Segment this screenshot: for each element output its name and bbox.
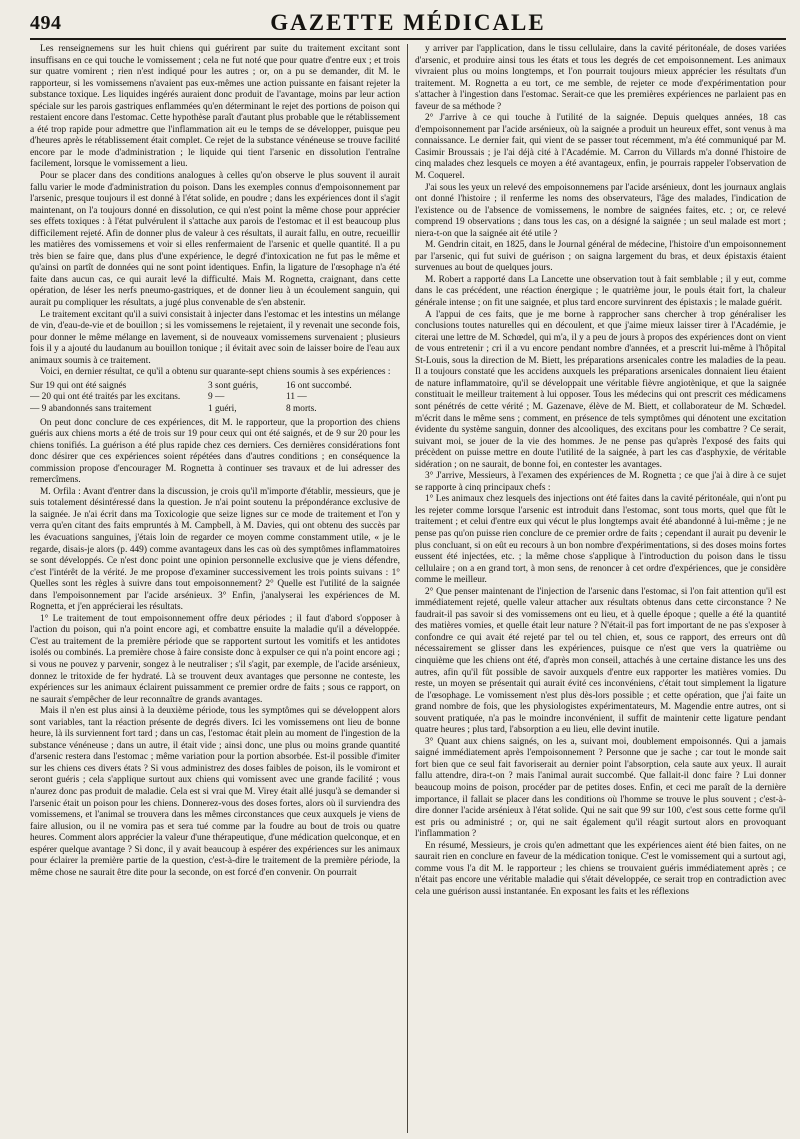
paragraph: M. Orfila : Avant d'entrer dans la discussion, je crois qu'il m'importe d'établir, messieurs, que je suis totalement désintéressé dans la question. Je n'ai point soutenu la prépondérance exclusive de la saignée. Je n'ai écrit dans ma Toxicologie que seize lignes sur ce mode de traitement et l'on y verra qu'en citant des faits empruntés à M. Campbell, à M. Davies, qui ont obtenu des succès par les évacuations sanguines, j'étais loin de regarder ce moyen comme constamment utile, « je le regarde, disais-je alors (p. 449) comme avantageux dans les cas où des symptômes inflammatoires se sont développés. Ce n'est donc point une opinion personnelle exclusive que je viens défendre, c'est l'intérêt de la vérité. Je me propose d'examiner successivement les trois points suivans : 1° Quelles sont les règles à suivre dans tout empoisonnement? 2° Quelle est l'utilité de la saignée dans l'empoisonnement par l'acide arsénieux. 3° Enfin, j'analyserai les expériences de M. Rognetta, et j'en apprécierai les résultats. [30,486,400,613]
paragraph: Les renseignemens sur les huit chiens qui guérirent par suite du traitement excitant sont insuffisans en ce qui touche le vomissement ; cela ne fut noté que pour quatre d'entre eux ; et trois sur quatre vomirent ; rien n'est indiqué pour les autres ; or, on a pu se demander, dit M. le rapporteur, si les vomissemens n'avaient pas eux-mêmes une action puissante en faisant rejeter la substance toxique. Les liquides ingérés auraient donc produit de l'avantage, moins par leur action spéciale sur les parois gastriques enflammées qu'en déterminant le rejet des portions de poison qui restaient encore dans l'estomac. Cette hypothèse paraît d'autant plus probable que le rétablissement a été trop rapide pour admettre que l'inflammation ait eu le temps de se développer, puisque peu d'heures après le rétablissement était complet. Ce rejet de la substance vénéneuse se trouve facilité encore par le mode d'administration ; le liquide qui tient l'arsenic en dissolution l'entraîne facilement, lorsque le vomissement a lieu. [30,44,400,170]
results-group: — 9 abandonnés sans traitement [30,403,152,414]
results-cured: 9 — [208,392,225,403]
page-header [30,0,786,40]
left-column [30,44,408,1133]
paragraph: Voici, en dernier résultat, ce qu'il a obtenu sur quarante-sept chiens soumis à ses expériences : [40,367,391,378]
paragraph: M. Gendrin citait, en 1825, dans le Journal général de médecine, l'histoire d'un empoisonnement par l'arsenic, qui fut suivi de guérison ; on saigna largement du bras, et deux épistaxis étaient survenues au bout de quelques jours. [415,240,786,274]
paragraph: Pour se placer dans des conditions analogues à celles qu'on observe le plus souvent il aurait fallu varier le mode d'administration du poison. Dans les exemples connus d'empoisonnement par l'arsenic, presque toujours il est donné à l'état solide, en poudre ; dans les expériences dont il s'agit maintenant, on l'a toujours donné en dissolution, ce qui n'est point la même chose pour apprécier ses effets toxiques : à l'état pulvérulent il s'attache aux parois de l'estomac et il est beaucoup plus difficilement rejeté. Afin de donner plus de valeur à ces résultats, il aurait fallu, en outre, recueillir les matières des vomissemens et voir si elles renfermaient de l'arsenic et quelle quantité. Il a pu très bien se faire que, dans plus d'une expérience, le degré d'intoxication ne fut pas le même et qu'ainsi on partît de données qui ne sont point identiques. Enfin, la ligature de l'œsophage n'a été faite dans aucun cas, ce qui aurait levé la difficulté. Mais M. Rognetta, craignant, dans cette opération, de léser les nerfs pneumo-gastriques, et de donner lieu à un écoulement sanguin, qui aurait pu compliquer les résultats, a jugé plus convenable de s'en abstenir. [30,171,400,309]
paragraph: A l'appui de ces faits, que je me borne à rapprocher sans chercher à trop généraliser les conclusions toutes naturelles qui en découlent, et que j'aime mieux laisser tirer à l'Académie, je citerai une lettre de M. Schœdel, qui m'a, il y a peu de jours à propos des expériences dont on vient de vous entretenir ; cri il a vu encore pendant nombre d'années, et a prescrit lui-même à l'hôpital St-Louis, sous la direction de M. Biett, les préparations arsenicales contre les maladies de la peau. Il a toujours constaté que les accidens auxquels les préparations arsenicales donnaient lieu étaient de nature inflammatoire, qu'il se développait une véritable fièvre angiotènique, et que la saignée constituait le meilleur traitement à lui opposer. Tous les médecins qui ont prescrit ces médicamens sont pénétrés de cette vérité ; M. Gazenave, élève de M. Biett, et collaborateur de M. Schœdel. m'écrit dans le même sens ; comment, en présence de tels symptômes qui dénotent une excitation évidente du système sanguin, donner des alcooliques, des excitans pour les combattre ? Ce serait, suivant moi, se jouer de la vie des hommes. Je ne pense pas qu'après l'exposé des faits qui précèdent on puisse mettre en doute l'utilité de la saignée, à part les cas d'asphyxie, de véritable sidération ; on ne saurait, de bonne foi, en contester les avantages. [415,309,786,470]
journal-title: GAZETTE MÉDICALE [270,10,546,35]
results-row [30,392,400,404]
paragraph: 2° J'arrive à ce qui touche à l'utilité de la saignée. Depuis quelques années, 18 cas d'empoisonnement par l'acide arsénieux, où la saignée a produit un heureux effet, sont venus à ma connaissance. Le dernier fait, qui vient de se passer tout récemment, m'a été communiqué par M. Casimir Broussais ; je l'ai déjà cité à l'Académie. M. Carron du Villards m'a donné l'histoire de cinq malades chez lesquels ce moyen a été avantageux, enfin, je pourrais rappeler l'observation de M. Coquerel. [415,113,786,182]
results-dead: 16 ont succombé. [286,380,352,391]
paragraph: 1° Les animaux chez lesquels des injections ont été faites dans la cavité péritonéale, qui n'ont pu les rejeter comme lorsque l'arsenic est introduit dans l'estomac, sont tous morts, quel que fût le traitement ; et celui d'entre eux qui vécut le plus longtemps avait été abandonné à lui-même ; je ne pense pas qu'on puisse rien conclure de ce premier ordre de faits ; cependant il aurait pu devenir le plus concluant, si on eût eu recours à un bon nombre d'expérimentations, si des doses moins fortes eussent été injectées, etc. ; la même chose s'applique à l'introduction du poison dans le tissu cellulaire ; on a en grand tort, à mon sens, de renoncer à cet ordre d'expériences, que je considère comme le meilleur. [415,494,786,586]
paragraph: 3° J'arrive, Messieurs, à l'examen des expériences de M. Rognetta ; ce que j'ai à dire à ce sujet se rapporte à cinq principaux chefs : [415,471,786,493]
results-group: — 20 qui ont été traités par les excitans. [30,392,181,403]
paragraph: J'ai sous les yeux un relevé des empoisonnemens par l'acide arsénieux, dont les journaux anglais ont donné l'histoire ; il renferme les noms des observateurs, l'âge des malades, l'indication de l'existence ou de l'absence de vomissemens, le nombre de saignées faites, etc. ; or, ce relevé comprend 19 observations ; dans tous les cas, on a désigné la saignée ; un seul malade est mort ; niera-t-on que la saignée ait été utile ? [415,182,786,239]
paragraph: Le traitement excitant qu'il a suivi consistait à injecter dans l'estomac et les intestins un mélange de vin, d'eau-de-vie et de bouillon ; si les vomissemens le rejetaient, il y revenait une seconde fois, pour donner le même mélange en lavement, si de nouveaux vomissemens survenaient ; plusieurs fois il y a ajouté du laudanum au bouillon tonique ; il évitait avec soin de laisser boire de l'eau aux animaux soumis à ce traitement. [30,309,400,366]
paragraph: y arriver par l'application, dans le tissu cellulaire, dans la cavité péritonéale, de doses variées d'arsenic, et produire ainsi tous les états et tous les degrés de cet empoisonnement. Les animaux vivraient plus ou moins longtemps, et l'on pourrait toujours mieux apprécier les résultats d'un traitement. M. Rognetta a eu tort, ce me semble, de rejeter ce mode d'expérimentation pour s'attacher à l'ingestion dans l'estomac. Serait-ce que les premières expériences ne parlaient pas en faveur de sa méthode ? [415,44,786,112]
results-dead: 11 — [286,392,307,403]
paragraph: M. Robert a rapporté dans La Lancette une observation tout à fait semblable ; il y eut, comme dans le cas précédent, une réaction énergique ; le quatrième jour, le pouls était fort, la chaleur générale intense ; on fit une saignée, et plus tard encore survinrent des épistaxis ; le malade guérit. [415,274,786,309]
results-row [30,404,400,416]
paragraph: 2° Que penser maintenant de l'injection de l'arsenic dans l'estomac, si l'on fait attention qu'il est immédiatement rejeté, quelle valeur attacher aux résultats obtenus dans cette circonstance ? Ne faudrait-il pas savoir si des vomissemens ont eu lieu, et à quelle époque ; quelle a été la quantité des matières vomies, et quelle était leur nature ? N'était-il pas fort important de ne pas s'exposer à confondre ce qui avait été rejeté par tel ou tel chien, et, sous ce rapport, des erreurs ont dû nécessairement se glisser dans les expériences, puisque ce n'est que vers la quatrième ou cinquième que les chiens ont été, d'après mon conseil, attachés à une certaine distance les uns des autres, afin qu'il fût possible de savoir auxquels d'entre eux rapporter les matières vomies. Du reste, un moyen se présentait qui aurait évité ces inconvéniens, c'était tout simplement la ligature de l'œsophage. Le vomissement n'est plus dès-lors possible ; et cette opération, que j'ai faite un grand nombre de fois, que les physiologistes expérimentateurs, M. Magendie entre autres, ont si souvent pratiquée, n'a pas le moindre inconvénient, il suffit de maintenir cette ligature pendant quatre heures ; plus tard, l'absorption a eu lieu, elle devint inutile. [415,586,786,736]
results-cured: 1 guéri, [208,403,237,414]
paragraph: 1° Le traitement de tout empoisonnement offre deux périodes ; il faut d'abord s'opposer à l'action du poison, qui n'a point encore agi, et combattre ensuite la maladie qu'il a développée. C'est au traitement de la première période que se rapportent surtout les vomitifs et les antidotes isolés ou combinés. La première chose à faire consiste donc à expulser ce qui n'a point encore agi ; si vous ne pouvez y parvenir, songez à le neutraliser ; s'il s'agit, par exemple, de l'acide arsénieux, donnez le tritoxide de fer hydraté. Là se trouvent deux avantages que personne ne conteste, les expériences sur les animaux éclairent puissamment ce premier ordre de faits ; sous ce rapport, on ne saurait s'empêcher de leur reconnaître de grands avantages. [30,613,400,705]
results-row [30,381,400,393]
text-columns [30,44,786,1133]
results-dead: 8 morts. [286,403,317,414]
results-group: Sur 19 qui ont été saignés [30,380,127,391]
paragraph: 3° Quant aux chiens saignés, on les a, suivant moi, doublement empoisonnés. Qui a jamais saigné immédiatement après l'empoisonnement ? Personne que je sache ; car tout le monde sait fort bien que ce seul fait favoriserait au dernier point l'absorption, cela saute aux yeux. Il aurait fallu attendre, dira-t-on ? mais l'animal aurait succombé. Que fallait-il donc faire ? Lui donner beaucoup moins de poison, procéder par de petites doses. Enfin, et ceci me paraît de la dernière importance, il fallait se placer dans les conditions où l'homme se trouve le plus souvent ; c'est-à-dire donner l'acide arsénieux à l'état solide. Qui ne sait que 99 sur 100, c'est sous cette forme qu'il est pris ou administré ; or, qui ne sait également qu'il réagit surtout alors en provoquant l'inflammation ? [415,736,786,840]
paragraph: Mais il n'en est plus ainsi à la deuxième période, tous les symptômes qui se développent alors sont variables, tant la réaction présente de degrés divers. Ici les vomissemens ont lieu de bonne heure, là ils surviennent fort tard ; dans un cas, l'estomac était plein au moment de l'ingestion de la substance vénéneuse ; dans un autre, il était vide ; ainsi donc, une plus ou moins grande quantité d'arsenic restera dans l'estomac ; même variation pour la portion absorbée. Est-il possible d'imiter sur les chiens ces divers états ? Si vous administrez des doses faibles de poison, ils le vomiront et seront guéris ; cela s'applique surtout aux chiens qui vomissent avec une grande facilité ; vous n'aurez donc pas produit de maladie. Cela est si vrai que M. Virey était allé jusqu'à se demander si l'arsenic était un poison pour les chiens. Donnerez-vous des doses fortes, alors où il surviendra des vomissemens, et l'animal se trouvera dans les mêmes circonstances que ceux auxquels je viens de faire allusion, ou il ne vomira pas et sera tué comme par la foudre au bout de trois ou quatre heures. Comment alors apprécier la valeur d'une thérapeutique, d'une médication quelconque, et en espérer quelque avantage ? Si donc, il y avait beaucoup à espérer des expériences sur les animaux pour éclairer la première partie de la question, c'est-à-dire le traitement de la première période, la même chose ne saurait être dite pour la seconde, on est forcé d'en convenir. On pourrait [30,706,400,878]
page-number: 494 [30,12,62,34]
right-column [408,44,786,1133]
paragraph: On peut donc conclure de ces expériences, dit M. le rapporteur, que la proportion des chiens guéris aux chiens morts a été de trois sur 19 pour ceux qui ont été saignés, et de 9 sur 20 pour les chiens tonifiés. La guérison a été plus rapide chez ces derniers. Ces dernières considérations font donc désirer que ces expériences soient répétées dans d'autres conditions ; en conséquence la commission propose d'encourager M. Rognetta à continuer ses travaux et de lui adresser des remercîmens. [30,417,400,486]
paragraph: En résumé, Messieurs, je crois qu'en admettant que les expériences aient été bien faites, on ne saurait rien en conclure en faveur de la médication tonique. C'est le vomissement qui a surtout agi, comme vous l'a dit M. le rapporteur ; les chiens se trouvaient guéris immédiatement après ; ce n'était pas encore une véritable maladie qui s'était développée, ce serait trop en contradiction avec cela une guérison aussi instantanée. En exposant les faits et les réflexions [415,840,786,897]
results-table [30,381,400,416]
results-cured: 3 sont guéris, [208,380,259,391]
